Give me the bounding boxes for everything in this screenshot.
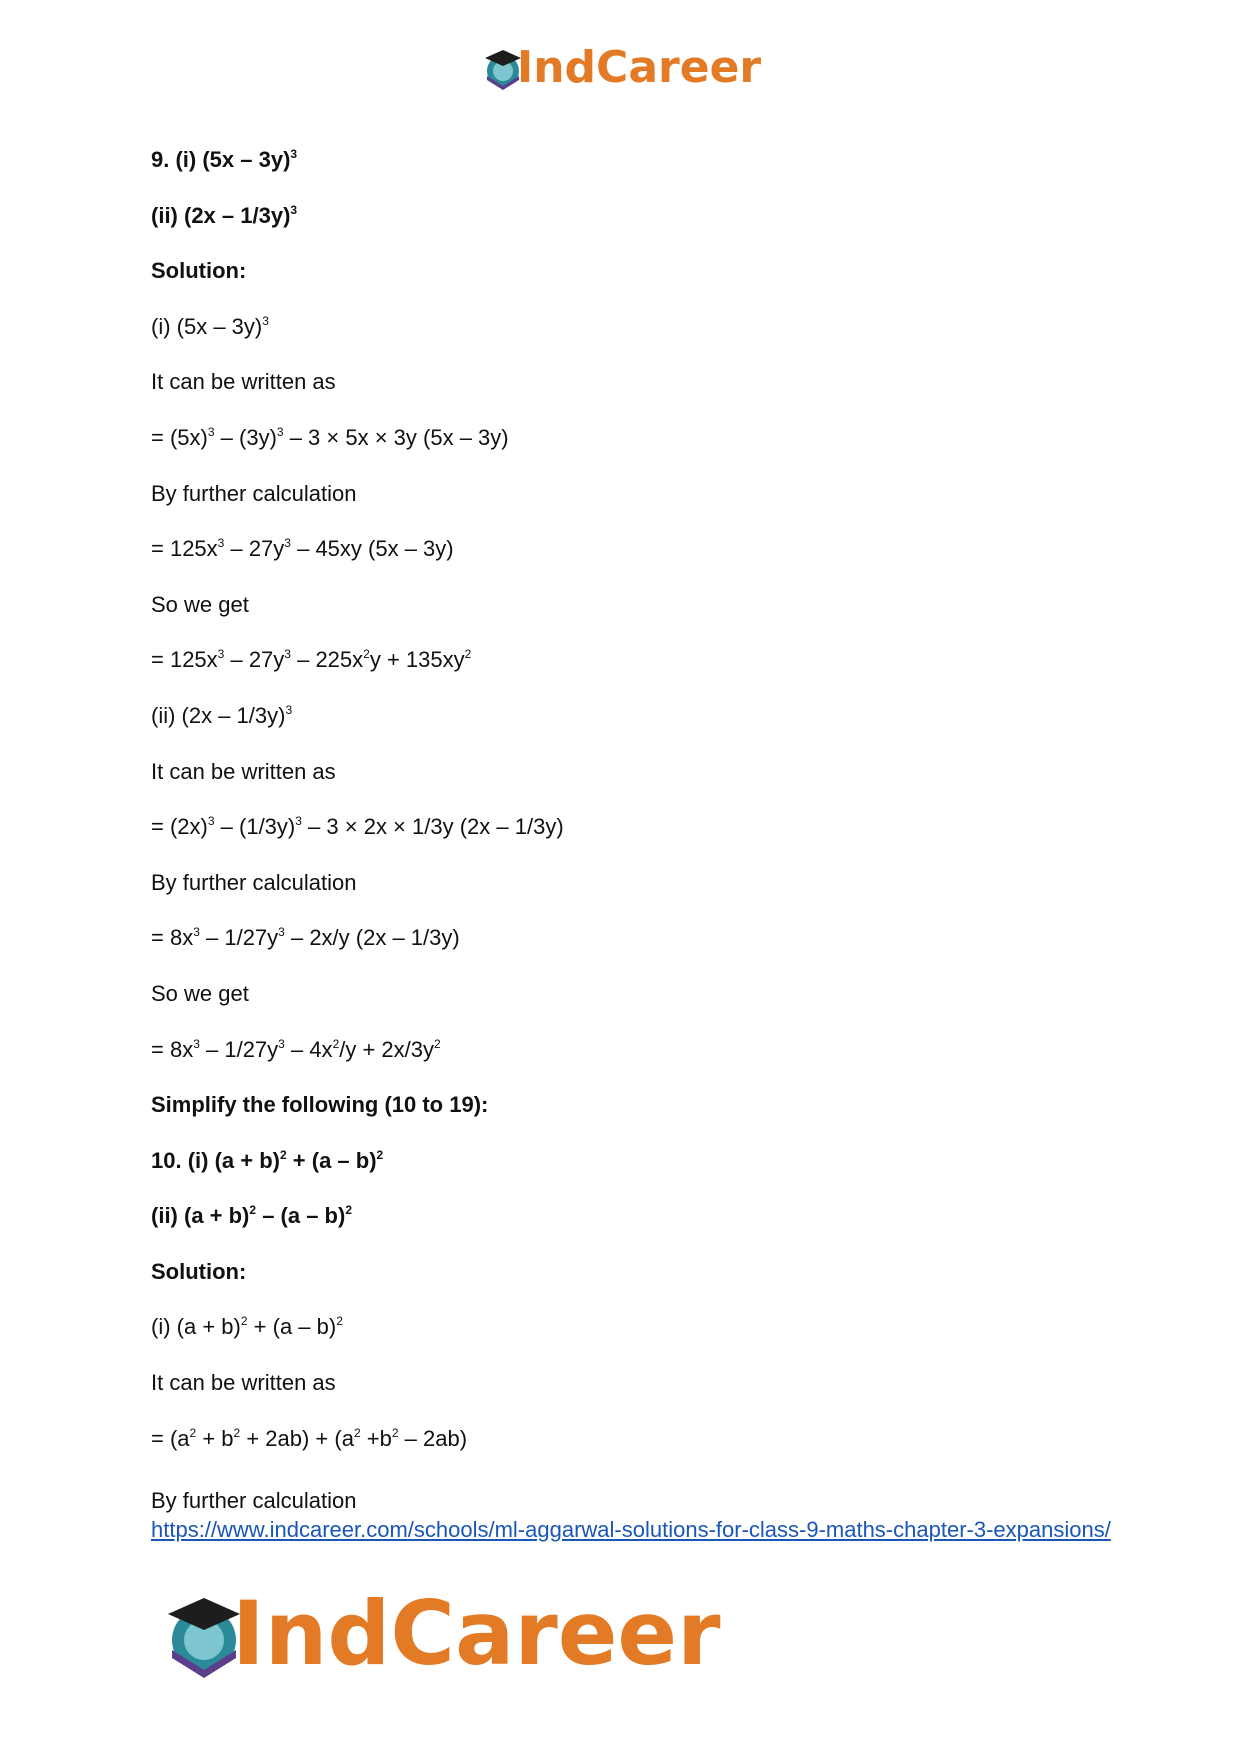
text-run: + (a – b) [247, 1314, 337, 1340]
text-line [151, 1425, 1111, 1453]
text-run: (ii) (a + b) [151, 1203, 250, 1229]
superscript: 3 [278, 1036, 285, 1051]
text-line [151, 591, 1111, 619]
text-run: – 2ab) [398, 1425, 468, 1451]
superscript: 2 [434, 1036, 441, 1051]
page-footer-text [151, 1486, 1111, 1544]
text-line [151, 1091, 1111, 1119]
superscript: 3 [217, 536, 225, 551]
solution-content [151, 146, 1111, 1480]
text-line [151, 758, 1111, 786]
text-run: y + 135xy [369, 647, 465, 673]
superscript: 2 [279, 1147, 287, 1162]
text-line [151, 702, 1111, 730]
superscript: 3 [207, 424, 215, 439]
superscript: 3 [217, 647, 225, 662]
superscript: 3 [262, 313, 269, 328]
text-run: 10. (i) (a + b) [151, 1147, 280, 1173]
text-run: (ii) (2x – 1/3y) [151, 202, 291, 228]
text-run: /y + 2x/3y [339, 1036, 435, 1062]
superscript: 3 [193, 925, 200, 940]
text-line [151, 1258, 1111, 1286]
text-run: = 125x [151, 647, 218, 673]
text-run: So we get [151, 591, 249, 617]
footer-logo [160, 1582, 721, 1685]
footer-logo-text: IndCareer [232, 1582, 721, 1685]
text-run: – 27y [224, 647, 285, 673]
text-run: = 125x [151, 536, 218, 562]
text-line [151, 1036, 1111, 1064]
text-run: It can be written as [151, 369, 336, 395]
text-line [151, 313, 1111, 341]
text-line [151, 1369, 1111, 1397]
text-line [151, 424, 1111, 452]
superscript: 3 [290, 147, 298, 161]
text-run: – 1/27y [199, 1036, 279, 1062]
text-run: = (5x) [151, 424, 208, 450]
superscript: 2 [332, 1036, 340, 1051]
text-run: – 225x [290, 647, 364, 673]
header-logo [0, 42, 1242, 93]
text-line [151, 980, 1111, 1008]
text-run: Solution: [151, 258, 247, 284]
text-run: – 3 × 5x × 3y (5x – 3y) [283, 424, 509, 450]
superscript: 2 [391, 1425, 399, 1440]
text-run: By further calculation [151, 869, 357, 895]
superscript: 3 [284, 536, 291, 551]
text-run: 9. (i) (5x – 3y) [151, 147, 291, 172]
text-run: + (a – b) [286, 1147, 377, 1173]
text-run: – 27y [224, 536, 285, 562]
text-run: = 8x [151, 925, 194, 951]
superscript: 2 [376, 1147, 384, 1162]
superscript: 3 [276, 424, 284, 439]
superscript: 2 [336, 1314, 343, 1329]
text-run: + 2ab) + (a [240, 1425, 354, 1451]
superscript: 2 [363, 647, 370, 662]
text-line [151, 480, 1111, 508]
text-line [151, 646, 1111, 674]
text-run: – 4x [284, 1036, 333, 1062]
text-line [151, 257, 1111, 285]
header-logo-text: IndCareer [516, 42, 762, 93]
text-line [151, 869, 1111, 897]
text-run: Solution: [151, 1258, 247, 1284]
text-run: (ii) (2x – 1/3y) [151, 702, 286, 728]
text-run: – (3y) [214, 424, 277, 450]
text-run: – 45xy (5x – 3y) [290, 536, 454, 562]
superscript: 2 [233, 1425, 241, 1440]
text-run: = 8x [151, 1036, 194, 1062]
text-run: (i) (5x – 3y) [151, 313, 263, 339]
superscript: 3 [284, 647, 291, 662]
superscript: 2 [249, 1203, 257, 1218]
text-run: By further calculation [151, 480, 357, 506]
text-run: + b [196, 1425, 234, 1451]
text-line [151, 202, 1111, 230]
text-run: – 2x/y (2x – 1/3y) [284, 925, 460, 951]
text-run: – (a – b) [256, 1203, 346, 1229]
text-run: Simplify the following (10 to 19): [151, 1092, 489, 1118]
text-line [151, 1202, 1111, 1230]
text-run: – 1/27y [199, 925, 279, 951]
text-run: – (1/3y) [214, 814, 296, 840]
superscript: 3 [295, 814, 302, 829]
superscript: 2 [464, 647, 472, 662]
text-run: = (2x) [151, 814, 208, 840]
text-line [151, 146, 1111, 174]
superscript: 3 [285, 702, 293, 717]
continuation-text: By further calculation [151, 1488, 357, 1513]
text-line [151, 924, 1111, 952]
text-run: It can be written as [151, 1370, 336, 1396]
superscript: 2 [353, 1425, 361, 1440]
superscript: 3 [193, 1036, 200, 1051]
superscript: 3 [278, 925, 285, 940]
text-run: +b [360, 1425, 392, 1451]
source-link[interactable]: https://www.indcareer.com/schools/ml-aggarwal-solutions-for-class-9-maths-chapter-3-expansions/ [151, 1517, 1111, 1542]
text-run: – 3 × 2x × 1/3y (2x – 1/3y) [301, 814, 564, 840]
text-run: = (a [151, 1425, 190, 1451]
text-run: It can be written as [151, 758, 336, 784]
superscript: 2 [345, 1203, 353, 1218]
text-line [151, 813, 1111, 841]
text-run: So we get [151, 980, 249, 1006]
superscript: 2 [240, 1314, 248, 1329]
superscript: 2 [189, 1425, 197, 1440]
text-line [151, 535, 1111, 563]
text-run: (i) (a + b) [151, 1314, 241, 1340]
text-line [151, 368, 1111, 396]
superscript: 3 [290, 202, 298, 217]
text-line [151, 1147, 1111, 1175]
text-line [151, 1313, 1111, 1341]
superscript: 3 [207, 814, 215, 829]
